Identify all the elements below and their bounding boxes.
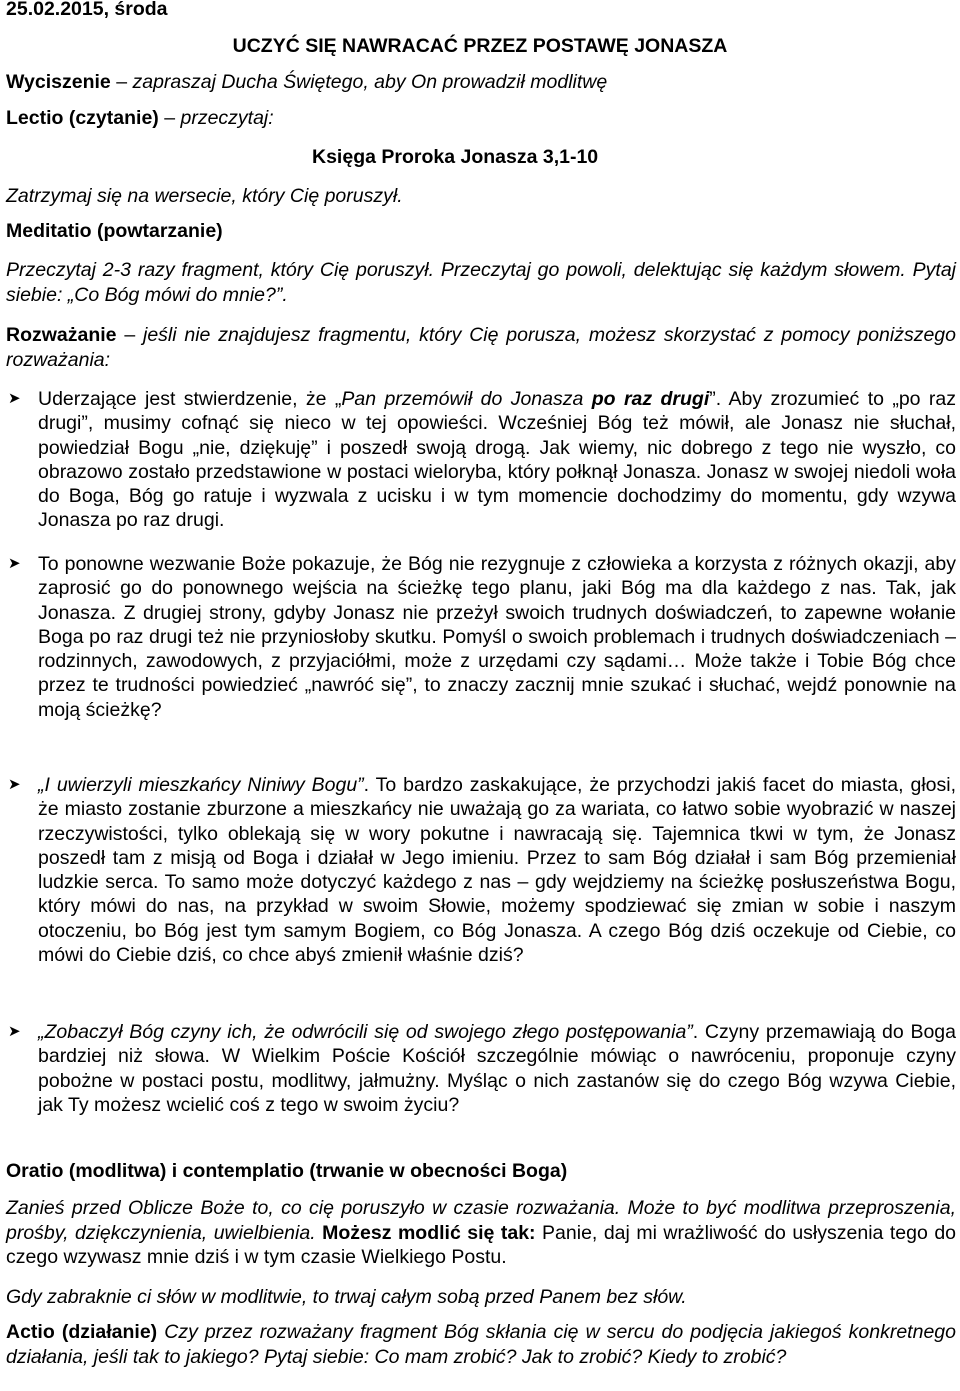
arrowhead-bullet-icon: ➤ <box>8 555 21 572</box>
date: 25.02.2015, środa <box>6 0 168 20</box>
lectio-label: Lectio (czytanie) <box>6 107 159 129</box>
wyciszenie-text: zapraszaj Ducha Świętego, aby On prowadził modlitwę <box>132 71 608 93</box>
rozwazanie-paragraph <box>6 323 956 372</box>
b1-text-c: po raz drugi <box>591 388 710 410</box>
page-title: UCZYĆ SIĘ NAWRACAĆ PRZEZ POSTAWĘ JONASZA <box>232 35 728 57</box>
zanies-text-a: Zanieś przed Oblicze Boże to, co cię poruszyło w czasie rozważania. Może to być modlitwa przeproszenia, prośby, dziękczynienia, uwielbienia. <box>6 1197 956 1244</box>
arrowhead-bullet-icon: ➤ <box>8 390 21 407</box>
b3-quote: „I uwierzyli mieszkańcy Niniwy Bogu” <box>38 774 364 796</box>
dash: – <box>158 107 181 129</box>
zanies-text-c: Panie, daj mi wrażliwość do usłyszenia tego do czego wzywasz mnie dziś i w tym czasie Wielkiego Postu. <box>6 1221 957 1268</box>
reading-reference: Księga Proroka Jonasza 3,1-10 <box>312 146 599 168</box>
b4-text: . Czyny przemawiają do Boga bardziej niż słowa. W Wielkim Poście Kościół szczególnie mówiąc o nawróceniu, proponuje czyny pobożne w postaci postu, modlitwy, jałmużny. Myśląc o nich zastanów się do czego Bóg wzywa Ciebie, jak Ty możesz wcielić coś z tego w swoim życiu? <box>38 1021 956 1116</box>
rozwazanie-label: Rozważanie <box>6 324 117 346</box>
bullet-paragraph-2: To ponowne wezwanie Boże pokazuje, że Bóg nie rezygnuje z człowieka a korzysta z różnych okazji, aby zaprosić go do ponownego wejścia na ścieżkę tego planu, jaki Bóg ma dla każdego z nas. Tak, jak Jonasza. Z drugiej strony, gdyby Jonasz nie przeżył swoich trudnych doświadczeń, to zapewne wołanie Boga po raz drugi też nie przyniosłoby skutku. Pomyśl o swoich problemach i trudnych doświadczeniach – rodzinnych, zawodowych, z przyjaciółmi, może z urzędami czy sądami… Może także i Tobie Bóg chce przez te trudności powiedzieć „nawróć się”, to znaczy zacznij mnie szukać i słuchać, wejdź ponownie na moją ścieżkę? <box>38 553 956 721</box>
arrowhead-bullet-icon: ➤ <box>8 776 21 793</box>
meditatio-text: Przeczytaj 2-3 razy fragment, który Cię poruszył. Przeczytaj go powoli, delektując się każdym słowem. Pytaj siebie: „Co Bóg mówi do mnie?”. <box>6 259 956 306</box>
wyciszenie-label: Wyciszenie <box>6 71 111 93</box>
bullet-paragraph-4 <box>38 1020 956 1117</box>
b1-text-d: ”. Aby zrozumieć to „po raz drugi”, musimy cofnąć się nieco w tej opowieści. Wcześniej Bóg też mówił, ale Jonasz nie słuchał, powiedział Bogu „nie, dziękuję” i poszedł swoją drogą. Jak wiemy, nic dobrego z tego nie wyszło, co obrazowo zostało przedstawione w postaci wieloryba, który połknął Jonasza. Jonasz w swojej niedoli woła do Boga, Bóg go ratuje i wyzwala z ucisku i w tym momencie dochodzimy do momentu, gdy wzywa Jonasza po raz drugi. <box>38 388 956 532</box>
b3-text: . To bardzo zaskakujące, że przychodzi jakiś facet do miasta, głosi, że miasto zostanie zburzone a mieszkańcy nie uważają go za wariata, co łatwo sobie wyobrazić w naszej rzeczywistości, tylko oblekają się w wory pokutne i nawracają się. Tajemnica tkwi w tym, że Jonasz poszedł tam z misją od Boga i działał w Jego imieniu. Przez to sam Bóg działał i sam Bóg przemieniał ludzkie serca. To samo może dotyczyć każdego z nas – gdy wejdziemy na ścieżkę posłuszeństwa Bogu, który mówi do nas, na przykład w swoim Słowie, możemy spodziewać się zmian w sobie i naszym otoczeniu, bo Bóg jest tym samym Bogiem, co Bóg Jonasza. A czego Bóg dziś oczekuje od Ciebie, co mówi do Ciebie dziś, co chce abyś zmienił właśnie dziś? <box>38 774 956 967</box>
b1-text-a: Uderzające jest stwierdzenie, że „ <box>38 388 342 410</box>
b1-text-b: Pan przemówił do Jonasza <box>341 388 592 410</box>
meditatio-label: Meditatio (powtarzanie) <box>6 220 223 242</box>
actio-paragraph <box>6 1320 956 1369</box>
oratio-heading: Oratio (modlitwa) i contemplatio (trwanie w obecności Boga) <box>6 1160 568 1182</box>
dash: – <box>116 324 143 346</box>
bullet-paragraph-1 <box>38 387 956 533</box>
rozwazanie-text: jeśli nie znajdujesz fragmentu, który Cię porusza, możesz skorzystać z pomocy poniższego rozważania: <box>6 324 956 371</box>
arrowhead-bullet-icon: ➤ <box>8 1023 21 1040</box>
zanies-paragraph <box>6 1196 956 1270</box>
actio-label: Actio (działanie) <box>6 1321 158 1343</box>
actio-text: Czy przez rozważany fragment Bóg skłania cię w sercu do podjęcia jakiegoś konkretnego działania, jeśli tak to jakiego? Pytaj siebie: Co mam zrobić? Jak to zrobić? Kiedy to zrobić? <box>6 1321 956 1368</box>
zatrzymaj-text: Zatrzymaj się na wersecie, który Cię poruszył. <box>6 185 403 207</box>
b4-quote: „Zobaczył Bóg czyny ich, że odwrócili się od swojego złego postępowania” <box>38 1021 693 1043</box>
zanies-text-b: Możesz modlić się tak: <box>322 1221 536 1244</box>
gdy-text: Gdy zabraknie ci słów w modlitwie, to trwaj całym sobą przed Panem bez słów. <box>6 1286 687 1308</box>
dash: – <box>110 71 133 93</box>
lectio-text: przeczytaj: <box>180 107 274 129</box>
wyciszenie-line <box>6 70 607 94</box>
lectio-line <box>6 106 274 130</box>
bullet-paragraph-3 <box>38 773 956 967</box>
